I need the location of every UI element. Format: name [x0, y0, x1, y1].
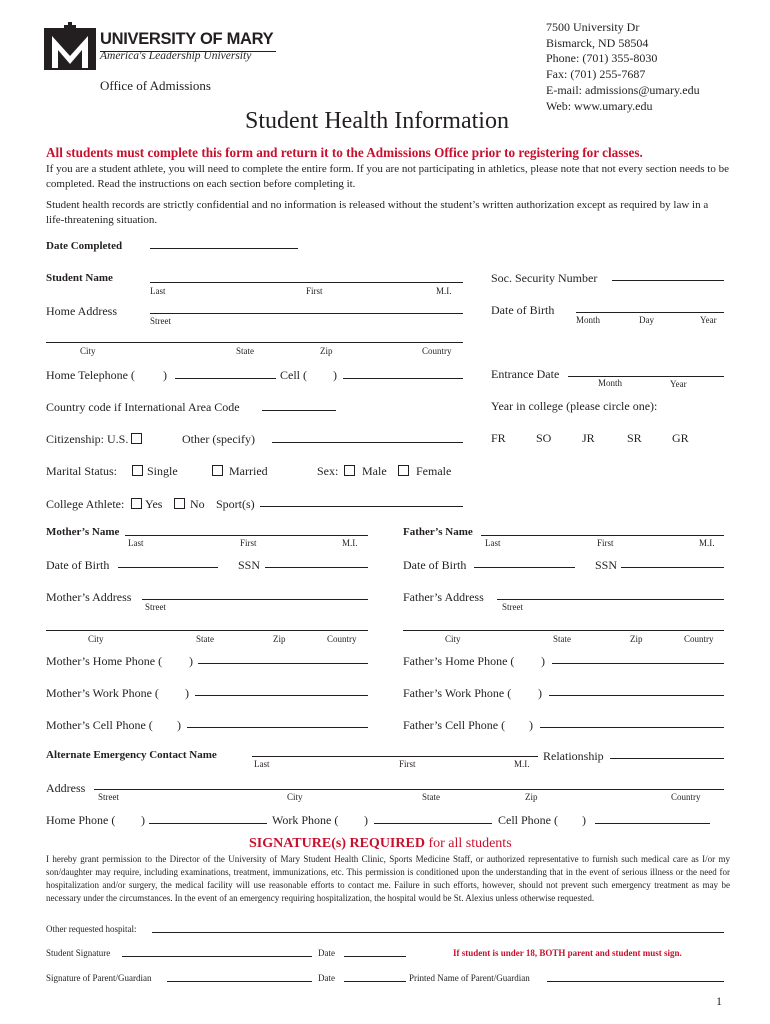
home-city-line-field[interactable]	[46, 342, 463, 343]
college-athlete-label: College Athlete:	[46, 497, 125, 511]
page-number: 1	[716, 994, 722, 1008]
home-country-sub: Country	[422, 346, 452, 356]
citizenship-other-field[interactable]	[272, 442, 463, 443]
paren-close: )	[582, 813, 586, 827]
dob-label: Date of Birth	[491, 303, 555, 317]
alt-last-sub: Last	[254, 759, 270, 769]
alt-first-sub: First	[399, 759, 416, 769]
address-line-2: Bismarck, ND 58504	[546, 35, 649, 50]
paren-close: )	[163, 368, 167, 382]
mother-mi-sub: M.I.	[342, 538, 358, 548]
home-zip-sub: Zip	[320, 346, 333, 356]
single-checkbox[interactable]	[132, 465, 143, 476]
marital-status-label: Marital Status:	[46, 464, 117, 478]
parent-date-field[interactable]	[344, 981, 406, 982]
sex-label: Sex:	[317, 464, 339, 478]
father-city-sub: City	[445, 634, 461, 644]
mother-home-phone-label: Mother’s Home Phone (	[46, 654, 163, 668]
alt-address-label: Address	[46, 781, 86, 795]
athlete-yes-label: Yes	[145, 497, 163, 511]
mother-last-sub: Last	[128, 538, 144, 548]
father-zip-sub: Zip	[630, 634, 643, 644]
father-work-phone-label: Father’s Work Phone (	[403, 686, 512, 700]
parent-signature-field[interactable]	[167, 981, 312, 982]
sports-field[interactable]	[260, 506, 463, 507]
father-city-line-field[interactable]	[403, 630, 724, 631]
athlete-no-label: No	[190, 497, 205, 511]
home-state-sub: State	[236, 346, 254, 356]
paren-close: )	[185, 686, 189, 700]
year-option-gr[interactable]: GR	[672, 431, 689, 445]
father-country-sub: Country	[684, 634, 714, 644]
intro-confidential: Student health records are strictly confidential and no information is released without the student’s written authorization except as required by law in a life-threatening situation.	[46, 199, 709, 226]
student-name-label: Student Name	[46, 272, 113, 284]
alt-contact-label: Alternate Emergency Contact Name	[46, 749, 217, 761]
mothers-name-label: Mother’s Name	[46, 526, 120, 538]
mother-country-sub: Country	[327, 634, 357, 644]
alt-home-phone-field[interactable]	[149, 823, 267, 824]
fathers-name-field[interactable]	[481, 535, 724, 536]
father-work-phone-field[interactable]	[549, 695, 724, 696]
female-checkbox[interactable]	[398, 465, 409, 476]
student-name-field[interactable]	[150, 282, 463, 283]
logo-wordmark: UNIVERSITY OF MARY	[100, 30, 274, 48]
mother-home-phone-field[interactable]	[198, 663, 368, 664]
permission-text: I hereby grant permission to the Director of the University of Mary Student Health Clinic, Sports Medicine Staff, or authorized representative to furnish such medical care as I/or my son/daughter may require, including examinations, treatment, immunizations, etc. This permission is conditioned upon the understanding that in the event of serious illness or the need for hospitalization and/or surgery, the medical facility will use reasonable efforts to contact me. Failure in such efforts, however, should not prevent such emergency treatment as may be necessary under the circumstances. In the event of an emergency requiring hospitalization, the hospital would be St. Alexius unless otherwise requested.	[46, 854, 730, 904]
father-ssn-label: SSN	[595, 558, 618, 572]
paren-close: )	[541, 654, 545, 668]
address-line-1: 7500 University Dr	[546, 20, 640, 34]
signature-heading	[249, 836, 512, 852]
parent-date-label: Date	[318, 973, 335, 983]
relationship-field[interactable]	[610, 758, 724, 759]
married-label: Married	[229, 464, 268, 478]
father-last-sub: Last	[485, 538, 501, 548]
country-code-field[interactable]	[262, 410, 336, 411]
signature-heading-bold: SIGNATURE(s) REQUIRED	[249, 836, 425, 851]
mother-dob-label: Date of Birth	[46, 558, 110, 572]
father-cell-phone-label: Father’s Cell Phone (	[403, 718, 506, 732]
mother-city-sub: City	[88, 634, 104, 644]
citizenship-label: Citizenship: U.S.	[46, 432, 129, 446]
paren-close: )	[529, 718, 533, 732]
father-dob-field[interactable]	[474, 567, 575, 568]
mothers-address-label: Mother’s Address	[46, 590, 132, 604]
intro-requirement: All students must complete this form and return it to the Admissions Office prior to registering for classes.	[46, 145, 643, 160]
mother-work-phone-field[interactable]	[195, 695, 368, 696]
contact-block	[546, 20, 700, 114]
entrance-month-sub: Month	[598, 378, 623, 388]
paren-close: )	[364, 813, 368, 827]
father-cell-phone-field[interactable]	[540, 727, 724, 728]
mother-city-line-field[interactable]	[46, 630, 368, 631]
alt-cell-phone-field[interactable]	[595, 823, 710, 824]
contact-web: Web: www.umary.edu	[546, 98, 653, 113]
alt-work-phone-label: Work Phone (	[272, 813, 339, 827]
student-last-sub: Last	[150, 286, 166, 296]
other-hospital-label: Other requested hospital:	[46, 924, 137, 934]
home-street-field[interactable]	[150, 313, 463, 314]
printed-name-field[interactable]	[547, 981, 724, 982]
page-title: Student Health Information	[245, 108, 509, 134]
mother-street-sub: Street	[145, 602, 166, 612]
fathers-address-label: Father’s Address	[403, 590, 484, 604]
year-option-so[interactable]: SO	[536, 431, 552, 445]
logo-tagline: America's Leadership University	[100, 50, 252, 62]
mother-ssn-field[interactable]	[265, 567, 368, 568]
intro-athlete-note: If you are a student athlete, you will need to complete the entire form. If you are not participating in athletics, please note that not every section needs to be completed. Read the instructions on each section before completing it.	[46, 163, 729, 190]
paren-close: )	[189, 654, 193, 668]
home-street-sub: Street	[150, 316, 171, 326]
home-telephone-field[interactable]	[175, 378, 276, 379]
mother-cell-phone-field[interactable]	[187, 727, 368, 728]
married-checkbox[interactable]	[212, 465, 223, 476]
paren-close: )	[177, 718, 181, 732]
mother-ssn-label: SSN	[238, 558, 261, 572]
country-code-label: Country code if International Area Code	[46, 400, 240, 414]
father-street-sub: Street	[502, 602, 523, 612]
cell-label: Cell (	[280, 368, 307, 382]
date-completed-label: Date Completed	[46, 240, 123, 252]
alt-cell-phone-label: Cell Phone (	[498, 813, 558, 827]
fathers-name-label: Father’s Name	[403, 526, 473, 538]
student-first-sub: First	[306, 286, 323, 296]
mother-work-phone-label: Mother’s Work Phone (	[46, 686, 159, 700]
paren-close: )	[333, 368, 337, 382]
alt-country-sub: Country	[671, 792, 701, 802]
male-checkbox[interactable]	[344, 465, 355, 476]
alt-city-sub: City	[287, 792, 303, 802]
alt-state-sub: State	[422, 792, 440, 802]
parent-signature-label: Signature of Parent/Guardian	[46, 973, 152, 983]
alt-home-phone-label: Home Phone (	[46, 813, 116, 827]
alt-contact-name-field[interactable]	[252, 756, 538, 757]
student-signature-field[interactable]	[122, 956, 312, 957]
athlete-no-checkbox[interactable]	[174, 498, 185, 509]
mother-cell-phone-label: Mother’s Cell Phone (	[46, 718, 153, 732]
paren-close: )	[538, 686, 542, 700]
father-state-sub: State	[553, 634, 571, 644]
father-street-field[interactable]	[497, 599, 724, 600]
mother-street-field[interactable]	[142, 599, 368, 600]
entrance-year-sub: Year	[670, 379, 687, 389]
mother-state-sub: State	[196, 634, 214, 644]
home-address-label: Home Address	[46, 304, 117, 318]
mother-zip-sub: Zip	[273, 634, 286, 644]
other-hospital-field[interactable]	[152, 932, 724, 933]
relationship-label: Relationship	[543, 749, 604, 763]
dob-day-sub: Day	[639, 315, 654, 325]
office-label: Office of Admissions	[100, 78, 211, 93]
logo-mark-icon	[44, 22, 98, 72]
female-label: Female	[416, 464, 452, 478]
cell-field[interactable]	[343, 378, 463, 379]
student-date-label: Date	[318, 948, 335, 958]
mothers-name-field[interactable]	[125, 535, 368, 536]
alt-work-phone-field[interactable]	[374, 823, 492, 824]
ssn-field[interactable]	[612, 280, 724, 281]
entrance-date-label: Entrance Date	[491, 367, 560, 381]
father-mi-sub: M.I.	[699, 538, 715, 548]
dob-year-sub: Year	[700, 315, 717, 325]
athlete-yes-checkbox[interactable]	[131, 498, 142, 509]
entrance-date-field[interactable]	[568, 376, 724, 377]
male-label: Male	[362, 464, 387, 478]
sports-label: Sport(s)	[216, 497, 255, 511]
mother-first-sub: First	[240, 538, 257, 548]
citizenship-us-checkbox[interactable]	[131, 433, 142, 444]
dob-month-sub: Month	[576, 315, 601, 325]
year-in-college-label: Year in college (please circle one):	[491, 399, 658, 413]
home-telephone-label: Home Telephone (	[46, 368, 135, 382]
alt-zip-sub: Zip	[525, 792, 538, 802]
university-logo	[44, 22, 284, 72]
year-option-fr[interactable]: FR	[491, 431, 506, 445]
father-dob-label: Date of Birth	[403, 558, 467, 572]
year-option-sr[interactable]: SR	[627, 431, 642, 445]
contact-email: E-mail: admissions@umary.edu	[546, 82, 700, 97]
alt-street-sub: Street	[98, 792, 119, 802]
signature-heading-rest: for all students	[424, 836, 512, 851]
student-date-field[interactable]	[344, 956, 406, 957]
father-first-sub: First	[597, 538, 614, 548]
student-signature-label: Student Signature	[46, 948, 111, 958]
father-home-phone-field[interactable]	[552, 663, 724, 664]
year-option-jr[interactable]: JR	[582, 431, 595, 445]
citizenship-other-label: Other (specify)	[182, 432, 255, 446]
mother-dob-field[interactable]	[118, 567, 218, 568]
alt-mi-sub: M.I.	[514, 759, 530, 769]
contact-fax: Fax: (701) 255-7687	[546, 67, 646, 82]
paren-close: )	[141, 813, 145, 827]
single-label: Single	[147, 464, 178, 478]
home-city-sub: City	[80, 346, 96, 356]
date-completed-field[interactable]	[150, 248, 298, 249]
father-ssn-field[interactable]	[621, 567, 724, 568]
alt-address-field[interactable]	[94, 789, 724, 790]
father-home-phone-label: Father’s Home Phone (	[403, 654, 515, 668]
ssn-label: Soc. Security Number	[491, 271, 598, 285]
student-mi-sub: M.I.	[436, 286, 452, 296]
under-18-note: If student is under 18, BOTH parent and student must sign.	[453, 948, 682, 958]
dob-field[interactable]	[576, 312, 724, 313]
printed-name-label: Printed Name of Parent/Guardian	[409, 973, 530, 983]
contact-phone: Phone: (701) 355-8030	[546, 51, 658, 66]
